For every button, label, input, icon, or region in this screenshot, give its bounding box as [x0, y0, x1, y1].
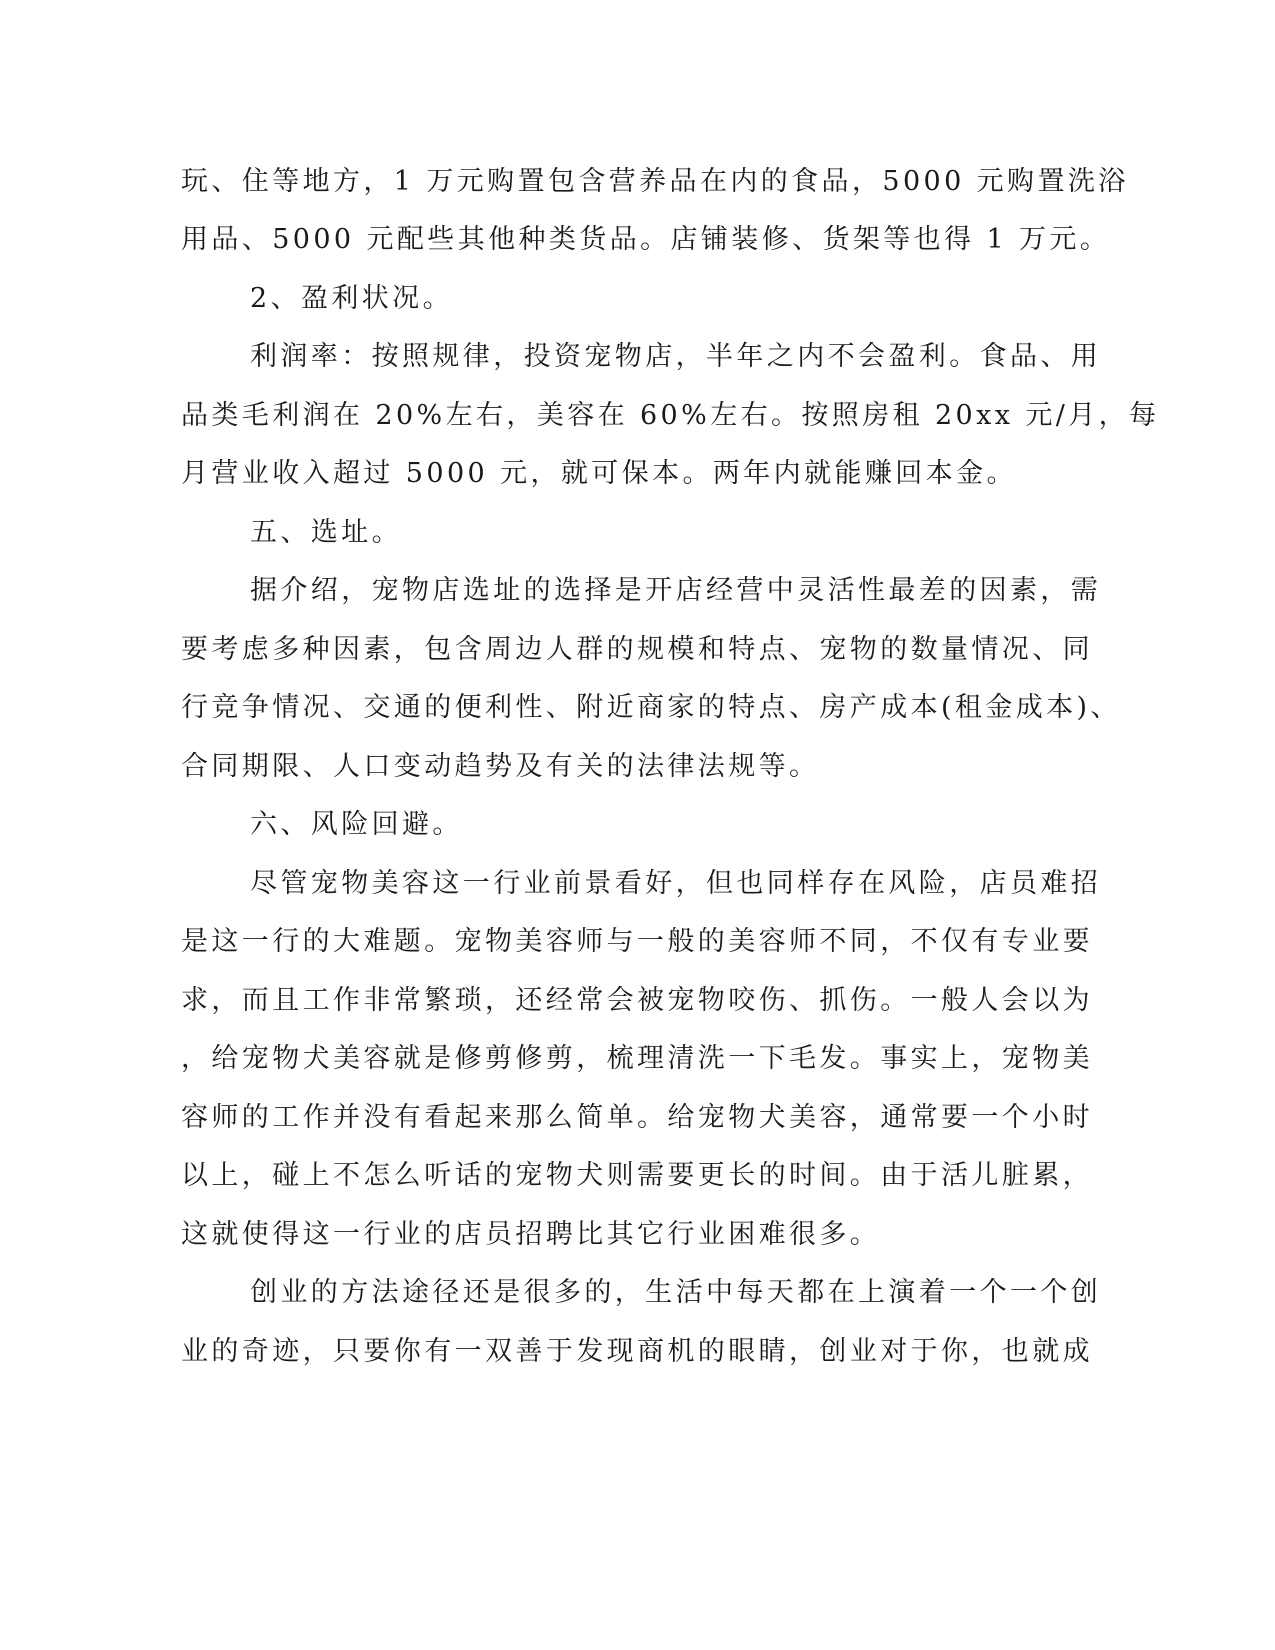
text-line-6: 月营业收入超过 5000 元，就可保本。两年内就能赚回本金。: [181, 458, 1017, 489]
text-line-20: 创业的方法途径还是很多的，生活中每天都在上演着一个一个创: [250, 1277, 1102, 1308]
section-heading-risk: 六、风险回避。: [250, 809, 463, 840]
text-line-1: 玩、住等地方，1 万元购置包含营养品在内的食品，5000 元购置洗浴: [181, 166, 1129, 197]
text-line-19: 这就使得这一行业的店员招聘比其它行业困难很多。: [181, 1219, 881, 1250]
text-line-10: 行竞争情况、交通的便利性、附近商家的特点、房产成本(租金成本)、: [181, 692, 1121, 723]
text-line-5: 品类毛利润在 20%左右，美容在 60%左右。按照房租 20xx 元/月，每: [181, 400, 1160, 431]
text-line-8: 据介绍，宠物店选址的选择是开店经营中灵活性最差的因素，需: [250, 575, 1102, 606]
text-line-13: 尽管宠物美容这一行业前景看好，但也同样存在风险，店员难招: [250, 868, 1102, 899]
text-line-4: 利润率：按照规律，投资宠物店，半年之内不会盈利。食品、用: [250, 341, 1102, 372]
text-line-18: 以上，碰上不怎么听话的宠物犬则需要更长的时间。由于活儿脏累，: [181, 1160, 1093, 1191]
text-line-17: 容师的工作并没有看起来那么简单。给宠物犬美容，通常要一个小时: [181, 1102, 1093, 1133]
text-line-16: ，给宠物犬美容就是修剪修剪，梳理清洗一下毛发。事实上，宠物美: [181, 1043, 1093, 1074]
text-line-9: 要考虑多种因素，包含周边人群的规模和特点、宠物的数量情况、同: [181, 634, 1093, 665]
section-heading-location: 五、选址。: [250, 517, 402, 548]
text-line-11: 合同期限、人口变动趋势及有关的法律法规等。: [181, 751, 820, 782]
section-heading-profit: 2、盈利状况。: [250, 283, 453, 314]
text-line-15: 求，而且工作非常繁琐，还经常会被宠物咬伤、抓伤。一般人会以为: [181, 985, 1093, 1016]
text-line-2: 用品、5000 元配些其他种类货品。店铺装修、货架等也得 1 万元。: [181, 224, 1111, 255]
text-line-21: 业的奇迹，只要你有一双善于发现商机的眼睛，创业对于你，也就成: [181, 1336, 1093, 1367]
text-line-14: 是这一行的大难题。宠物美容师与一般的美容师不同，不仅有专业要: [181, 926, 1093, 957]
